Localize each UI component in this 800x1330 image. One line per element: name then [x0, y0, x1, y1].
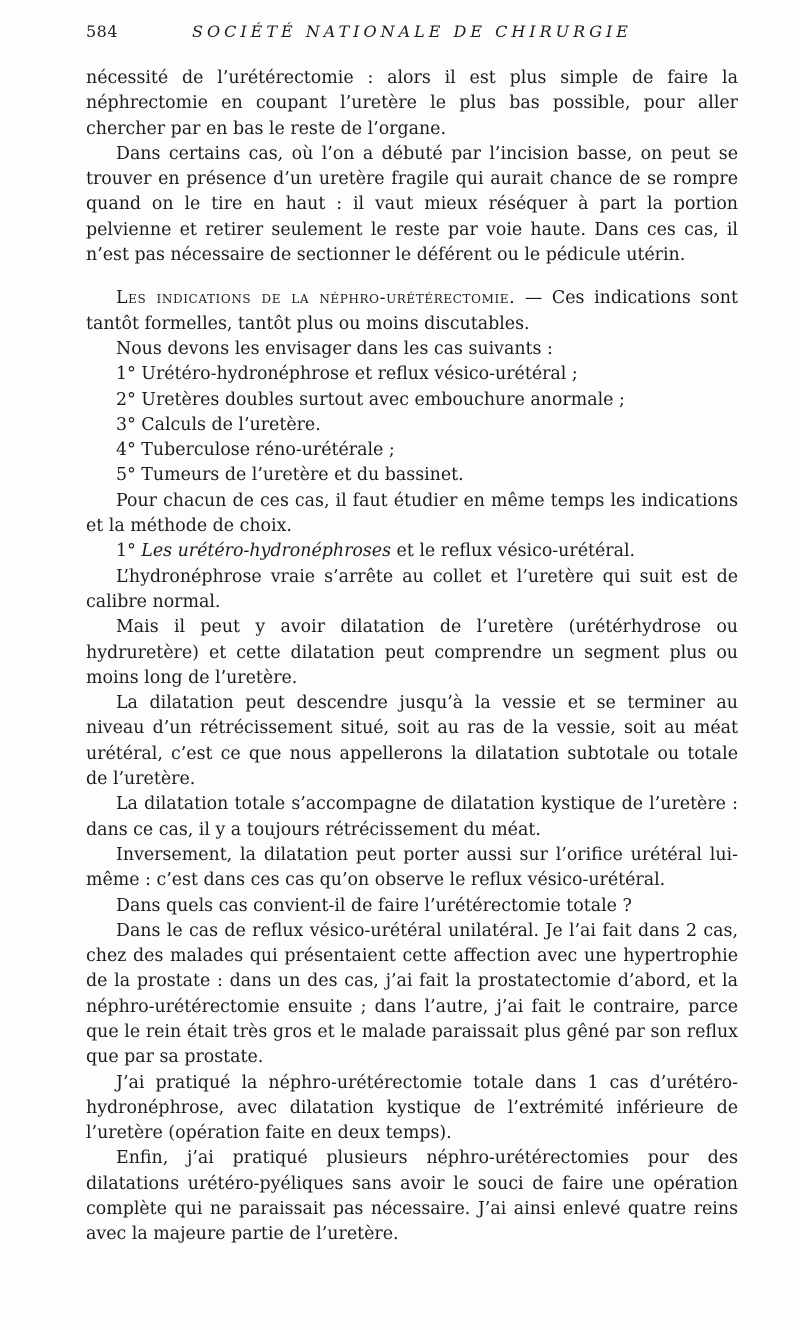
- paragraph: Inversement, la dilatation peut porter aussi sur l’orifice urétéral lui-même : c’est dans ces cas qu’on observe le reflux vésico-urétéral.: [86, 844, 738, 891]
- section-heading-tail: — Ces indications sont tantôt formelles, tantôt plus ou moins discutables.: [86, 288, 738, 334]
- section-heading: Les indications de la néphro-urétérectomie.: [116, 288, 516, 309]
- paragraph: Enfin, j’ai pratiqué plusieurs néphro-urétérectomies pour des dilatations urétéro-pyéliques sans avoir le souci de faire une opération complète qui ne paraissait pas nécessaire. J’ai ainsi enlevé quatre reins avec la majeure partie de l’uretère.: [86, 1148, 738, 1245]
- article-body: [86, 66, 738, 1248]
- paragraph: Dans quels cas convient-il de faire l’urétérectomie totale ?: [116, 895, 632, 916]
- list-item: 1° Urétéro-hydronéphrose et reflux vésico-urétéral ;: [116, 364, 578, 385]
- paragraph: Mais il peut y avoir dilatation de l’uretère (urétérhydrose ou hydruretère) et cette dilatation peut comprendre un segment plus ou moins long de l’uretère.: [86, 617, 738, 688]
- paragraph: La dilatation totale s’accompagne de dilatation kystique de l’uretère : dans ce cas, il y a toujours rétrécissement du méat.: [86, 794, 738, 840]
- paragraph: Dans certains cas, où l’on a débuté par l’incision basse, on peut se trouver en présence d’un uretère fragile qui aurait chance de se rompre quand on le tire en haut : il vaut mieux réséquer à part la portion pelvienne et retirer seulement le reste par voie haute. Dans ces cas, il n’est pas nécessaire de sectionner le déférent ou le pédicule utérin.: [86, 143, 738, 266]
- subsection-number: 1°: [116, 541, 142, 562]
- paragraph: nécessité de l’urétérectomie : alors il est plus simple de faire la néphrectomie en coupant l’uretère le plus bas possible, pour aller chercher par en bas le reste de l’organe.: [86, 68, 738, 139]
- paragraph: J’ai pratiqué la néphro-urétérectomie totale dans 1 cas d’urétéro-hydronéphrose, avec dilatation kystique de l’extrémité inférieure de l’uretère (opération faite en deux temps).: [86, 1072, 738, 1144]
- list-item: 4° Tuberculose réno-urétérale ;: [116, 440, 395, 461]
- paragraph: L’hydronéphrose vraie s’arrête au collet et l’uretère qui suit est de calibre normal.: [86, 566, 738, 612]
- paragraph: La dilatation peut descendre jusqu’à la vessie et se terminer au niveau d’un rétrécissement situé, soit au ras de la vessie, soit au méat urétéral, c’est ce que nous appellerons la dilatation subtotale ou totale de l’uretère.: [86, 693, 738, 790]
- paragraph: Pour chacun de ces cas, il faut étudier en même temps les indications et la méthode de choix.: [86, 490, 738, 537]
- list-item: 5° Tumeurs de l’uretère et du bassinet.: [116, 465, 464, 486]
- paragraph: Nous devons les envisager dans les cas suivants :: [116, 338, 553, 359]
- list-item: 3° Calculs de l’uretère.: [116, 414, 321, 435]
- page-header: [86, 22, 738, 46]
- subsection-title: Les urétéro-hydronéphroses: [141, 541, 392, 562]
- subsection-tail: et le reflux vésico-urétéral.: [391, 541, 636, 562]
- page-number: 584: [86, 22, 119, 41]
- subsection-paragraph: [86, 539, 738, 564]
- running-title: SOCIÉTÉ NATIONALE DE CHIRURGIE: [192, 22, 632, 41]
- list-item: 2° Uretères doubles surtout avec embouchure anormale ;: [116, 389, 625, 410]
- section-paragraph: [86, 286, 738, 337]
- paragraph: Dans le cas de reflux vésico-urétéral unilatéral. Je l’ai fait dans 2 cas, chez des malades qui présentaient cette affection avec une hypertrophie de la prostate : dans un des cas, j’ai fait la prostatectomie d’abord, et la néphro-urétérectomie ensuite ; dans l’autre, j’ai fait le contraire, parce que le rein était très gros et le malade paraissait plus gêné par son reflux que par sa prostate.: [86, 920, 738, 1068]
- section-gap: [86, 268, 738, 286]
